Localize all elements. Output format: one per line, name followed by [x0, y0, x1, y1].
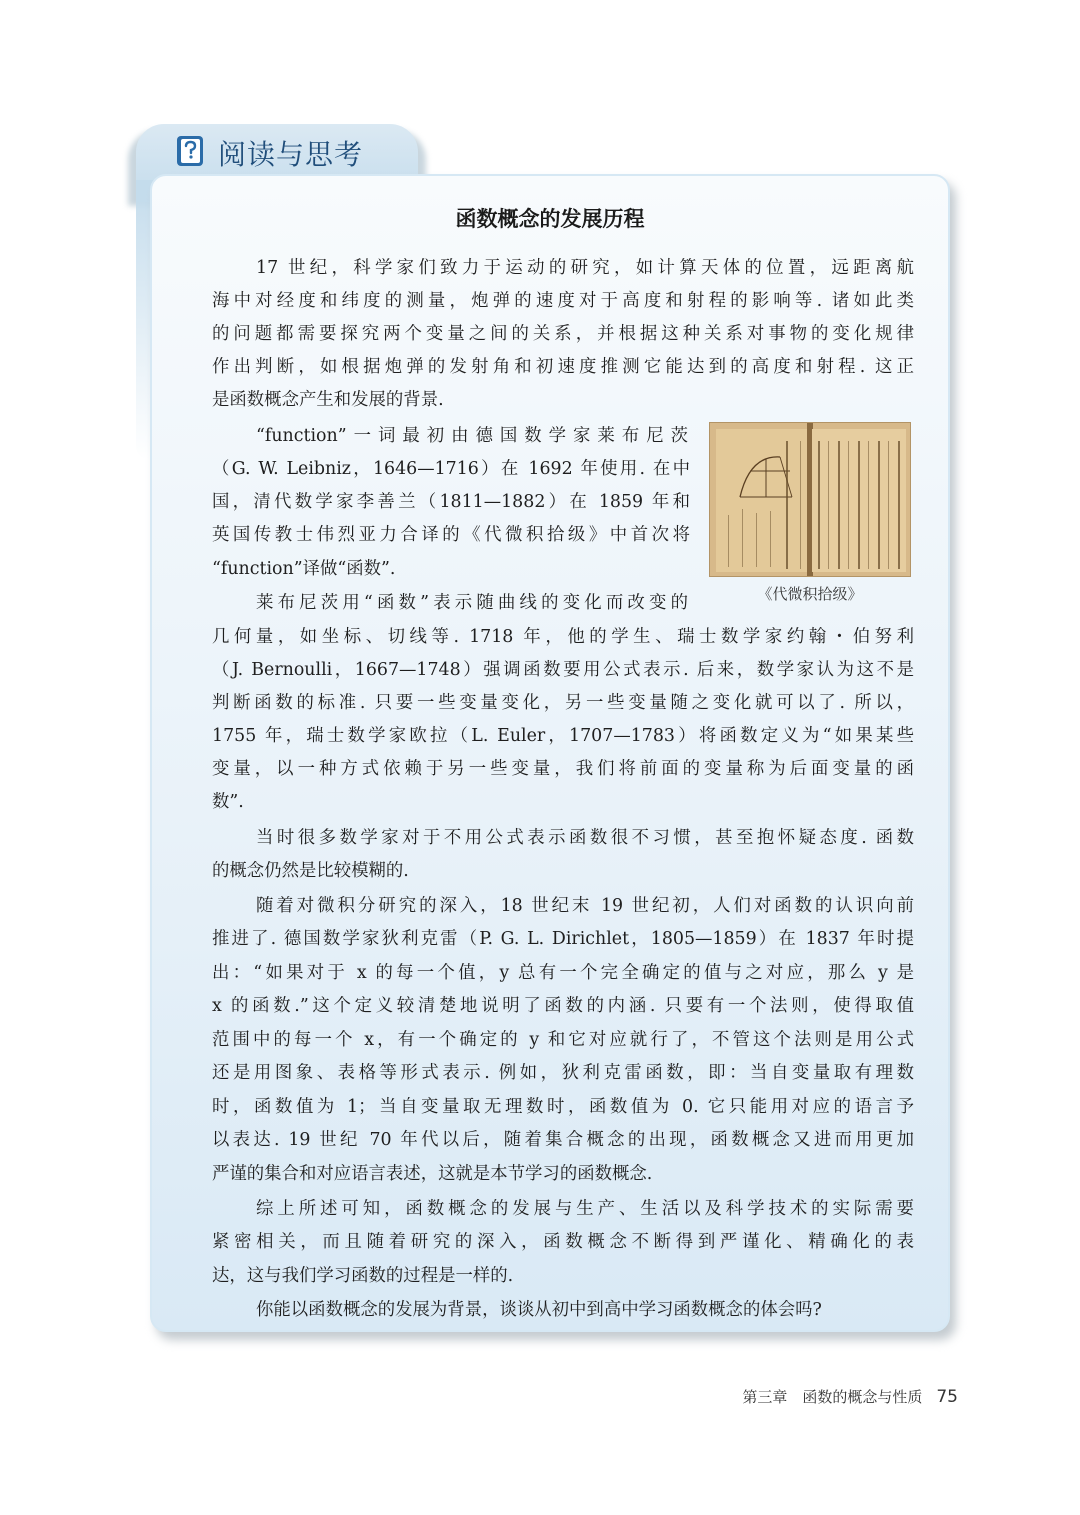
- body-line: 严谨的集合和对应语言表述，这就是本节学习的函数概念.: [212, 1164, 653, 1184]
- body-line: “function”译做“函数”.: [212, 559, 396, 579]
- body-line: 变量，以一种方式依赖于另一些变量，我们将前面的变量称为后面变量的函: [212, 759, 914, 779]
- body-line: 17 世纪，科学家们致力于运动的研究，如计算天体的位置，远距离航: [256, 258, 914, 278]
- body-line: 时，函数值为 1；当自变量取无理数时，函数值为 0. 它只能用对应的语言予: [212, 1097, 914, 1117]
- photo-caption: 《代微积拾级》: [757, 585, 863, 603]
- body-line: 1755 年，瑞士数学家欧拉（L. Euler，1707—1783）将函数定义为“如果某些: [212, 726, 914, 746]
- body-line: 当时很多数学家对于不用公式表示函数很不习惯，甚至抱怀疑态度. 函数: [256, 828, 914, 848]
- body-line: 判断函数的标准. 只要一些变量变化，另一些变量随之变化就可以了. 所以，: [212, 693, 914, 713]
- body-line: 随着对微积分研究的深入，18 世纪末 19 世纪初，人们对函数的认识向前: [256, 896, 914, 916]
- body-line: 出：“如果对于 x 的每一个值，y 总有一个完全确定的值与之对应，那么 y 是: [212, 963, 914, 983]
- page-footer: [742, 1386, 958, 1407]
- body-line: 推进了. 德国数学家狄利克雷（P. G. L. Dirichlet，1805—1859）在 1837 年时提: [212, 929, 914, 949]
- body-line: 综上所述可知，函数概念的发展与生产、生活以及科学技术的实际需要: [256, 1199, 914, 1219]
- body-line: 还是用图象、表格等形式表示. 例如，狄利克雷函数，即：当自变量取有理数: [212, 1063, 914, 1083]
- chapter-label: 第三章 函数的概念与性质: [742, 1388, 923, 1406]
- body-line: “function”一词最初由德国数学家莱布尼茨: [256, 426, 688, 446]
- body-line: （G. W. Leibniz，1646—1716）在 1692 年使用. 在中: [212, 459, 690, 479]
- body-line: 的问题都需要探究两个变量之间的关系，并根据这种关系对事物的变化规律: [212, 324, 914, 344]
- body-line: 的概念仍然是比较模糊的.: [212, 861, 409, 881]
- section-title: 阅读与思考: [218, 138, 364, 171]
- article-title: 函数概念的发展历程: [455, 207, 645, 231]
- question-book-icon: [176, 134, 206, 168]
- body-line: 达，这与我们学习函数的过程是一样的.: [212, 1266, 514, 1286]
- body-line: 你能以函数概念的发展为背景，谈谈从初中到高中学习函数概念的体会吗?: [256, 1300, 822, 1320]
- body-line: x 的函数.”这个定义较清楚地说明了函数的内涵. 只要有一个法则，使得取值: [212, 996, 914, 1016]
- body-line: 英国传教士伟烈亚力合译的《代微积拾级》中首次将: [212, 525, 690, 545]
- page-number: 75: [936, 1387, 958, 1407]
- body-line: 几何量，如坐标、切线等. 1718 年，他的学生、瑞士数学家约翰・伯努利: [212, 627, 914, 647]
- book-page-right: [812, 429, 906, 572]
- body-line: 以表达. 19 世纪 70 年代以后，随着集合概念的出现，函数概念又进而用更加: [212, 1130, 914, 1150]
- body-line: （J. Bernoulli，1667—1748）强调函数要用公式表示. 后来，数学家认为这不是: [212, 660, 914, 680]
- body-line: 国，清代数学家李善兰（1811—1882）在 1859 年和: [212, 492, 690, 512]
- body-line: 是函数概念产生和发展的背景.: [212, 390, 444, 410]
- body-line: 莱布尼茨用“函数”表示随曲线的变化而改变的: [256, 593, 688, 613]
- body-line: 海中对经度和纬度的测量，炮弹的速度对于高度和射程的影响等. 诸如此类: [212, 291, 914, 311]
- book-page-left: [716, 429, 808, 572]
- book-photo: [709, 422, 911, 577]
- geometry-diagram: [726, 447, 806, 505]
- body-line: 紧密相关，而且随着研究的深入，函数概念不断得到严谨化、精确化的表: [212, 1232, 914, 1252]
- body-line: 数”.: [212, 792, 244, 812]
- body-line: 范围中的每一个 x，有一个确定的 y 和它对应就行了，不管这个法则是用公式: [212, 1030, 914, 1050]
- body-line: 作出判断，如根据炮弹的发射角和初速度推测它能达到的高度和射程. 这正: [212, 357, 914, 377]
